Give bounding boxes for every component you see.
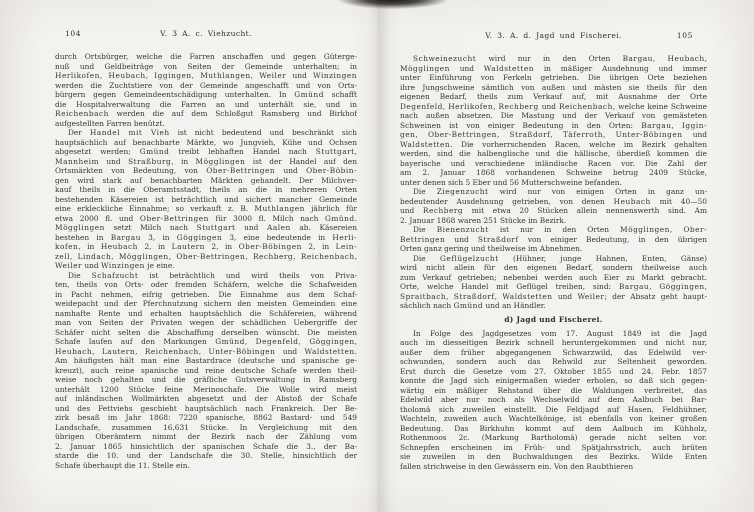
text-line: Schnepfen erscheinen im Früh- und Spätjahrsstrich, auch brüten [400,442,707,452]
binding-shadow-mark [338,0,448,9]
paragraph [400,329,707,472]
text-line: 2. Januar 1865 hinsichtlich der spanischen Schafe die 3., der Ba- [55,441,357,451]
text-line: Die Ziegenzucht wird nur von einigen Orten in ganz un- [413,187,707,196]
paragraph [400,225,707,254]
paragraph [400,54,707,187]
text-line: ten, theils von Orts- oder fremden Schäfern, welche die Schafweiden [55,280,357,289]
text-line: tholomä sich zuweilen einstellt. Die Feldjagd auf Hasen, Feldhühner, [400,404,707,414]
text-line: 2. Januar 1868 waren 251 Stücke im Bezirk. [400,215,567,225]
text-line: am 2. Januar 1868 vorhandenen Schweine betrug 2409 Stücke, [400,168,707,177]
text-line: kauf theils in die Oberamtsstadt, theils an die in mehreren Orten [55,185,357,194]
text-line: wird nicht allein für den eigenen Bedarf, sondern theilweise auch [400,263,707,272]
text-line: übrigen Oberämtern nimmt der Bezirk nach der Zählung vom [55,432,357,441]
text-line: Erst durch die Gesetze vom 27. Oktober 1855 und 24. Febr. 1857 [400,366,707,376]
text-line: wärtig ein mäßiger Rehstand über die Waldungen verbreitet, das [400,385,707,395]
text-line: Waldstetten. Die vorherrschenden Racen, welche im Bezirk gehalten [400,139,707,149]
text-line: Schafe überhaupt die 11. Stelle ein. [55,460,190,470]
text-line: Schafe laufen auf den Markungen Gmünd, Degenfeld, Göggingen, [55,337,357,346]
text-line: Heubach, Lautern, Reichenbach, Unter-Böbingen und Waldstetten. [55,346,357,356]
text-line: nach außen absetzen. Die Mastung und der Verkauf von gemästeten [400,111,707,120]
text-line: eine erkleckliche Einnahme; so verkauft z. B. Muthlangen jährlich für [55,204,357,213]
text-line: unter denen sich 5 Eber und 56 Mutterschweine befanden. [400,177,622,187]
page-header-right [400,31,707,41]
text-line: und Rechberg mit etwa 20 Stücken allein nennenswerth sind. Am [400,206,707,215]
text-line: Weiler und Winzingen je eine. [55,261,175,270]
text-line: Die Schafzucht ist beträchtlich und wird theils von Priva- [68,270,357,280]
text-line: werden die Zuchtstiere von der Gemeinde angeschafft und von Orts- [55,80,357,90]
text-line: bayerische und verschiedene inländische Racen vor. Die Zahl der [400,158,707,168]
text-line: weise noch gehalten und die gräfliche Gutsverwaltung in Ramsberg [55,375,357,384]
text-line: Herlikofen, Heubach, Iggingen, Muthlangen, Weiler und Winzingen [55,71,357,80]
text-line: und des Fettviehs geschieht hauptsächlich nach Frankreich. Der Be- [55,403,357,413]
text-line: zirk besaß im Jahr 1868: 7220 spanische, 8862 Bastard- und 549 [55,413,357,422]
text-line: eigenen Bedarf, theils zum Verkauf auf, mit Ausnahme der Orte [400,92,707,101]
page-gutter-seam [368,0,390,512]
text-line: abgesetzt werden; Gmünd treibt lebhaften Handel nach Stuttgart, [55,147,357,156]
running-title-right: V. 3. A. d. Jagd und Fischerei. [485,31,622,40]
text-line: zell, Lindach, Mögglingen, Ober-Bettringen, Rechberg, Reichenbach, [55,251,357,261]
text-line: auch im diesseitigen Bezirk schnell heruntergekommen und nicht nur, [400,338,707,347]
text-line: Bettringen und Straßdorf von einiger Bedeutung, in den übrigen [400,234,707,244]
paragraph [400,187,707,225]
paragraph [55,271,357,471]
text-line: Edelwild aber nur noch als Wechselwild auf dem Aalbuch bei Bar- [400,395,707,404]
paragraph [400,254,707,311]
text-line: starde die 10. und der Landschafe die 30. Stelle, hinsichtlich der [55,451,357,460]
text-line: Spraitbach, Straßdorf, Waldstetten und Weiler; der Absatz geht haupt- [400,291,707,301]
text-line: Reichenbach werden die auf dem Schloßgut Ramsberg und Birkhof [55,109,357,118]
text-line: kofen, in Heubach 2, in Lautern 2, in Ober-Böbingen 2, in Lein- [55,242,357,251]
text-line: unter Einführung von Ferkeln getrieben. Die übrigen Orte beziehen [400,73,707,82]
text-line: Die Bienenzucht ist nur in den Orten Mögglingen, Ober- [413,225,707,234]
paragraph [55,52,357,128]
text-line: konnte die Jagd sich einigermaßen wieder erholen, so daß sich gegen- [400,376,707,385]
text-line: Mannheim und Straßburg, in Mögglingen ist der Handel auf den [55,156,357,166]
text-line: d) Jagd und Fischerei. [504,315,603,324]
text-line: kreuzt), auch reine spanische und reine deutsche Schafe werden theil- [55,365,357,375]
text-line: namhafte Rente und erhalten hauptsächlich die Schäfereien, während [55,308,357,318]
text-line: weidepacht und der Pferchnutzung sichern den meisten Gemeinden eine [55,299,357,308]
text-line: sie zuweilen in den Buchwaldungen des Bezirks. Wilde Enten [400,452,707,461]
text-line: fallen strichweise in den Gewässern ein. Von den Raubthieren [400,461,634,471]
text-line: bürgern gegen Gemeindeentschädigung unterhalten. In Gmünd schafft [55,90,357,99]
text-block-left [55,52,357,470]
text-line: Orten ganz gering und theilweise im Abnehmen. [400,244,583,253]
text-line: Am häufigsten hält man eine Bastardrace (deutsche und spanische ge- [55,356,357,365]
page-105 [377,0,754,512]
text-line: sächlich nach Gmünd und an Händler. [400,301,546,310]
text-line: etwa 2000 fl. und Ober-Bettringen für 3000 fl. Milch nach Gmünd. [55,213,357,223]
page-number-right: 105 [676,31,693,40]
text-line: Mögglingen setzt Milch nach Stuttgart und Aalen ab. Käsereien [55,223,357,232]
text-line: Die Geflügelzucht (Hühner, junge Hahnen, Enten, Gänse) [413,253,707,263]
text-line: unterhält 1200 Stücke feine Merinoschafe. Die Wolle wird meist [55,384,357,394]
text-line: die Hospitalverwaltung die Farren an und unterhält sie, und in [55,99,357,109]
text-line: Mögglingen und Waldstetten in mäßiger Ausdehnung und immer [400,63,707,73]
text-line: nuß und Geldbeiträge von Seiten der Gemeinde unterhalten; in [55,61,357,71]
text-line: Landschafe, zusammen 16,631 Stücke. In Vergleichung mit den [55,422,357,432]
section-heading [400,315,707,325]
text-line: außer dem früher abgegangenen Schwarzwild, das Edelwild ver- [400,347,707,357]
text-line: Schweinezucht wird nur in den Orten Bargau, Heubach, [413,54,707,63]
text-line: Bedeutung. Das Birkhuhn kommt auf dem Aalbuch im Kühholz, [400,423,707,433]
text-line: aufgestellten Farren benützt. [55,118,165,128]
text-line: Ortsmärkten von Bedeutung, von Ober-Bettringen und Ober-Böbin- [55,166,357,175]
text-line: Orte, welche Handel mit Geflügel treiben, sind: Bargau, Göggingen, [400,282,707,291]
text-line: Rothenmoos 2c. (Markung Bartholomä) gerade nicht selten vor. [400,433,707,442]
text-line: ihre Jungschweine sämtlich von außen und mästen sie theils für den [400,82,707,92]
text-line: zum Verkauf getrieben; nebenbei werden auch Eier zu Markt gebracht. [400,272,707,282]
text-line: werden, sind die halbenglische und die hällische, überdieß kommen die [400,149,707,158]
text-line: bestehenden Käsereien ist beträchtlich und sichert mancher Gemeinde [55,194,357,204]
running-title-left: V. 3 A. c. Viehzucht. [160,29,252,38]
page-number-left: 104 [65,29,82,38]
text-line: Degenfeld, Herlikofen, Rechberg und Reichenbach, welche keine Schweine [400,101,707,111]
text-line: Wachteln, zuweilen auch Wachtelkönige, ist ebenfalls von keiner großen [400,414,707,423]
text-line: gen wird stark auf benachbarten Märkten gehandelt. Der Milchver- [55,175,357,185]
text-line: hauptsächlich auf benachbarte Märkte, wo Jungvieh, Kühe und Ochsen [55,137,357,147]
text-line: bedeutender Ausdehnung getrieben, von denen Heubach mit 40—50 [400,196,707,206]
text-block-right [400,54,707,471]
page-header-left [55,29,357,39]
text-line: bestehen in Bargau 3, in Göggingen 3, eine bedeutende in Herli- [55,232,357,242]
text-line: Schäfer nicht selten die Abschaffung derselben wünscht. Die meisten [55,327,357,337]
text-line: Der Handel mit Vieh ist nicht bedeutend und beschränkt sich [68,128,357,137]
text-line: auf inländischen Wollmärkten abgesetzt und der Abstoß der Schafe [55,394,357,403]
text-line: gen, Ober-Bettringen, Straßdorf, Täferroth, Unter-Böbingen und [400,130,707,139]
text-line: in Pacht nehmen, eifrig getrieben. Die Einnahme aus dem Schaf- [55,289,357,299]
text-line: man von Seiten der Privaten wegen der schädlichen Uebergriffe der [55,318,357,327]
text-line: durch Ortsbürger, welche die Farren anschaffen und gegen Güterge- [55,52,357,61]
text-line: schwunden, sondern auch das Rehwild zur Seltenheit geworden. [400,357,707,366]
paragraph [55,128,357,271]
text-line: Schweinen ist von einiger Bedeutung in den Orten: Bargau, Iggin- [400,120,707,130]
text-line: In Folge des Jagdgesetzes vom 17. August 1849 ist die Jagd [413,328,707,338]
